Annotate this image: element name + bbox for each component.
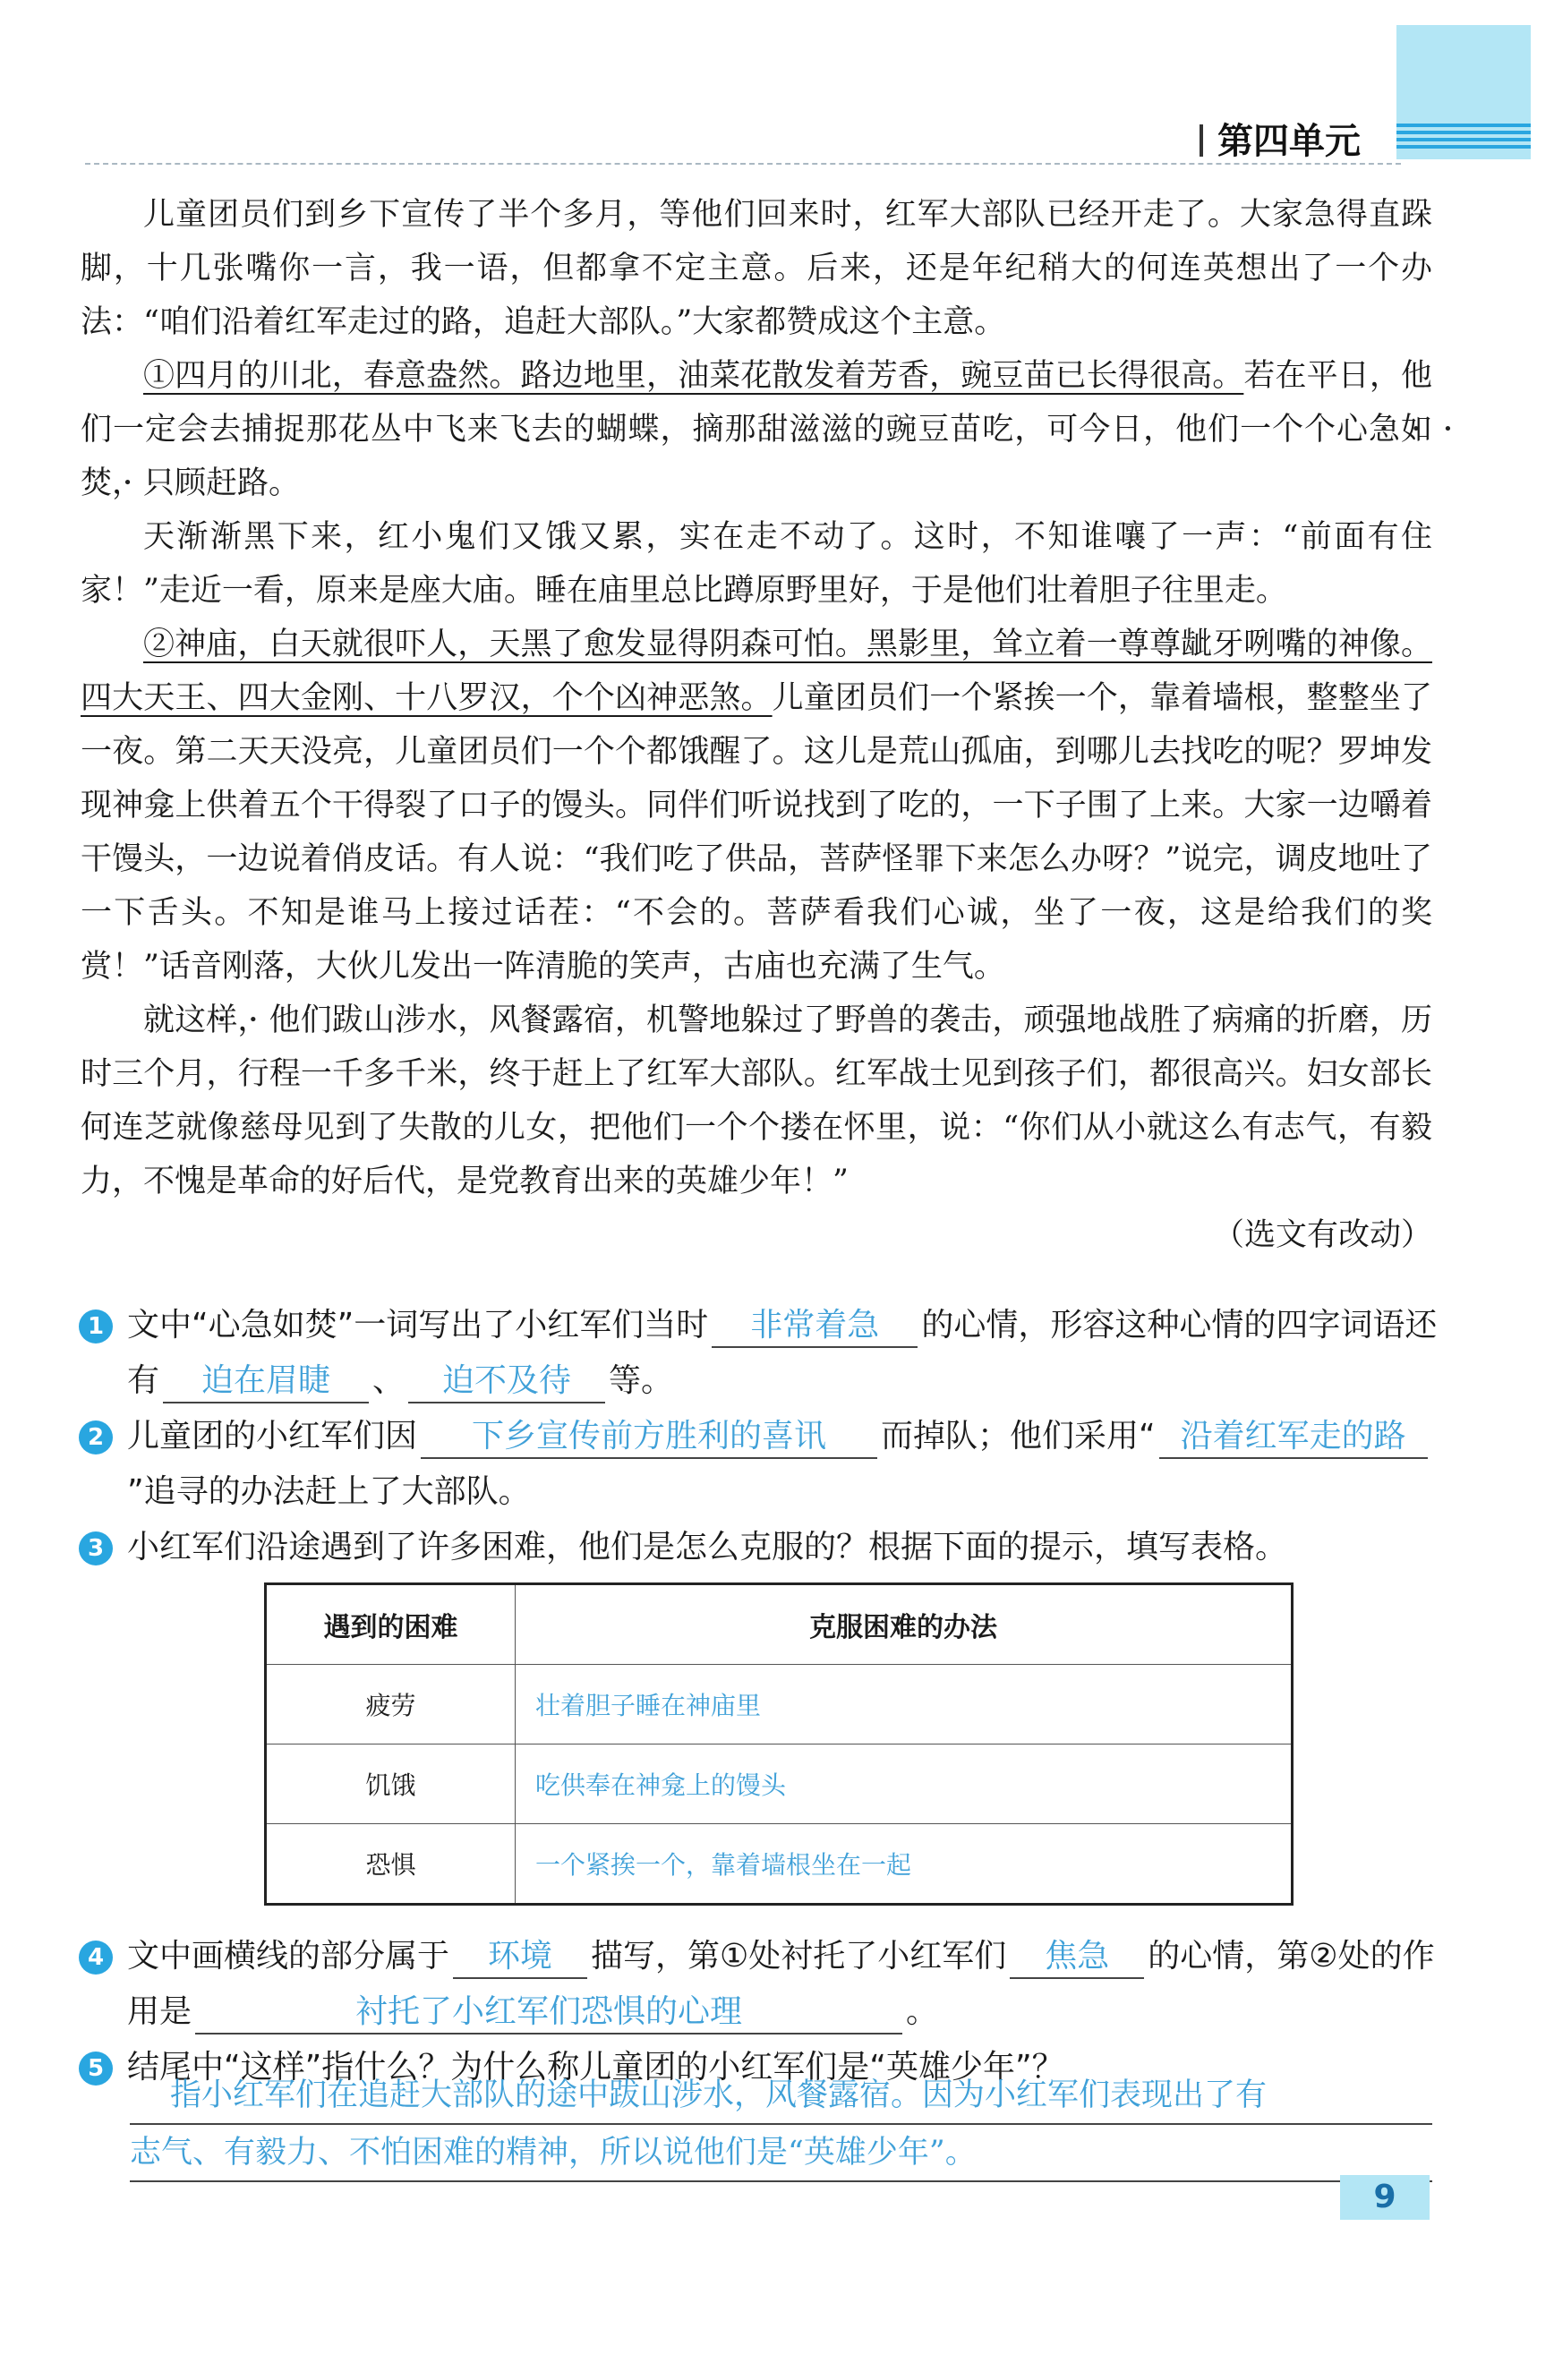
answer-blank[interactable]: 焦急 bbox=[1010, 1936, 1144, 1979]
answer-blank[interactable]: 下乡宣传前方胜利的喜讯 bbox=[421, 1416, 877, 1459]
page-number: 9 bbox=[1340, 2175, 1430, 2220]
answer-line: 指小红军们在追赶大部队的途中跋山涉水，风餐露宿。因为小红军们表现出了有 bbox=[130, 2068, 1432, 2125]
solution-cell[interactable]: 一个紧挨一个，靠着墙根坐在一起 bbox=[516, 1824, 1293, 1905]
answer-blank[interactable]: 环境 bbox=[453, 1936, 587, 1979]
underlined-environment-1: ①四月的川北，春意盎然。路边地里，油菜花散发着芳香，豌豆苗已长得很高。 bbox=[143, 358, 1244, 394]
dotted-char: 焚 • bbox=[81, 465, 112, 501]
dotted-char: 这 • bbox=[175, 1002, 206, 1038]
table-row bbox=[266, 1744, 1293, 1824]
paragraph-4: ②神庙，白天就很吓人，天黑了愈发显得阴森可怕。黑影里，耸立着一尊尊龇牙咧嘴的神像。四大天王、四大金刚、十八罗汉，个个凶神恶煞。儿童团员们一个紧挨一个，靠着墙根，整整坐了一夜。第二天天没亮，儿童团员们一个个都饿醒了。这儿是荒山孤庙，到哪儿去找吃的呢？罗坤发现神龛上供着五个干得裂了口子的馒头。同伴们听说找到了吃的，一下子围了上来。大家一边嚼着干馒头，一边说着俏皮话。有人说：“我们吃了供品，菩萨怪罪下来怎么办呀？”说完，调皮地吐了一下舌头。不知是谁马上接过话茬：“不会的。菩萨看我们心诚，坐了一夜，这是给我们的奖赏！”话音刚落，大伙儿发出一阵清脆的笑声，古庙也充满了生气。 bbox=[81, 627, 1432, 985]
difficulty-cell: 疲劳 bbox=[266, 1665, 516, 1744]
question-3: 3 小红军们沿途遇到了许多困难，他们是怎么克服的？根据下面的提示，填写表格。 bbox=[79, 1520, 1439, 1575]
table-row bbox=[266, 1665, 1293, 1744]
unit-title bbox=[1200, 113, 1361, 164]
source-note: （选文有改动） bbox=[1212, 1217, 1432, 1253]
question-number-badge: 1 bbox=[79, 1309, 113, 1344]
solution-cell[interactable]: 吃供奉在神龛上的馒头 bbox=[516, 1744, 1293, 1824]
paragraph-1: 儿童团员们到乡下宣传了半个多月，等他们回来时，红军大部队已经开走了。大家急得直跺脚，十几张嘴你一言，我一语，但都拿不定主意。后来，还是年纪稍大的何连英想出了一个办法：“咱们沿着红军走过的路，追赶大部队。”大家都赞成这个主意。 bbox=[81, 197, 1432, 340]
question-1: 1 文中“心急如焚”一词写出了小红军们当时 非常着急 的心情，形容这种心情的四字词语还有 迫在眉睫 、 迫不及待 等。 bbox=[79, 1298, 1439, 1409]
dotted-char: 心 • bbox=[1336, 412, 1369, 448]
question-number-badge: 5 bbox=[79, 2052, 113, 2086]
table-header: 遇到的困难 bbox=[266, 1584, 516, 1665]
paragraph-5: 就这 •样 •，他们跋山涉水，风餐露宿，机警地躲过了野兽的袭击，顽强地战胜了病痛的折磨，历时三个月，行程一千多千米，终于赶上了红军大部队。红军战士见到孩子们，都很高兴。妇女部长何连芝就像慈母见到了失散的儿女，把他们一个个搂在怀里，说：“你们从小就这么有志气，有毅力，不愧是革命的好后代，是党教育出来的英雄少年！” bbox=[81, 994, 1432, 1208]
difficulty-cell: 恐惧 bbox=[266, 1824, 516, 1905]
question-number-badge: 3 bbox=[79, 1531, 113, 1565]
paragraph-3: 天渐渐黑下来，红小鬼们又饿又累，实在走不动了。这时，不知谁嚷了一声：“前面有住家！”走近一看，原来是座大庙。睡在庙里总比蹲原野里好，于是他们壮着胆子往里走。 bbox=[81, 519, 1432, 609]
question-2: 2 儿童团的小红军们因 下乡宣传前方胜利的喜讯 而掉队；他们采用“ 沿着红军走的路”追寻的办法赶上了大部队。 bbox=[79, 1409, 1439, 1520]
dotted-char: 急 • bbox=[1369, 412, 1401, 448]
table-header: 克服困难的办法 bbox=[516, 1584, 1293, 1665]
underlined-environment-2: ②神庙，白天就很吓人，天黑了愈发显得阴森可怕。黑影里，耸立着一尊尊龇牙咧嘴的神像。四大天王、四大金刚、十八罗汉，个个凶神恶煞。 bbox=[81, 627, 1432, 716]
answer-blank[interactable]: 非常着急 bbox=[712, 1305, 918, 1348]
answer-blank[interactable]: 衬托了小红军们恐惧的心理 bbox=[195, 1992, 902, 2035]
difficulty-cell: 饥饿 bbox=[266, 1744, 516, 1824]
questions-section bbox=[79, 1298, 1439, 1575]
reading-passage bbox=[81, 188, 1432, 1262]
question-5-answer[interactable] bbox=[130, 2068, 1432, 2182]
question-number-badge: 4 bbox=[79, 1941, 113, 1975]
dotted-char: 如 • bbox=[1401, 412, 1432, 448]
unit-title-text: 第四单元 bbox=[1217, 121, 1361, 162]
question-number-badge: 2 bbox=[79, 1420, 113, 1454]
question-5: 5 结尾中“这样”指什么？为什么称儿童团的小红军们是“英雄少年”？ bbox=[79, 2040, 1439, 2095]
solution-cell[interactable]: 壮着胆子睡在神庙里 bbox=[516, 1665, 1293, 1744]
header-divider bbox=[85, 163, 1401, 165]
answer-blank[interactable]: 迫不及待 bbox=[408, 1361, 605, 1403]
dotted-char: 样 • bbox=[206, 1002, 237, 1038]
answer-blank[interactable]: 沿着红军走的路 bbox=[1159, 1416, 1428, 1459]
question-4: 4 文中画横线的部分属于 环境 描写，第①处衬托了小红军们 焦急 的心情，第②处的作用是 衬托了小红军们恐惧的心理 。 bbox=[79, 1929, 1439, 2040]
paragraph-2: ①四月的川北，春意盎然。路边地里，油菜花散发着芳香，豌豆苗已长得很高。若在平日，他们一定会去捕捉那花丛中飞来飞去的蝴蝶，摘那甜滋滋的豌豆苗吃，可今日，他们一个个心 •急 •如 •焚 •，只顾赶路。 bbox=[81, 349, 1432, 510]
difficulty-table bbox=[264, 1582, 1294, 1906]
table-header-row bbox=[266, 1584, 1293, 1665]
answer-blank[interactable]: 迫在眉睫 bbox=[163, 1361, 369, 1403]
unit-stripe-decoration bbox=[1396, 124, 1531, 152]
answer-line: 志气、有毅力、不怕困难的精神，所以说他们是“英雄少年”。 bbox=[130, 2125, 1432, 2182]
table-row bbox=[266, 1824, 1293, 1905]
